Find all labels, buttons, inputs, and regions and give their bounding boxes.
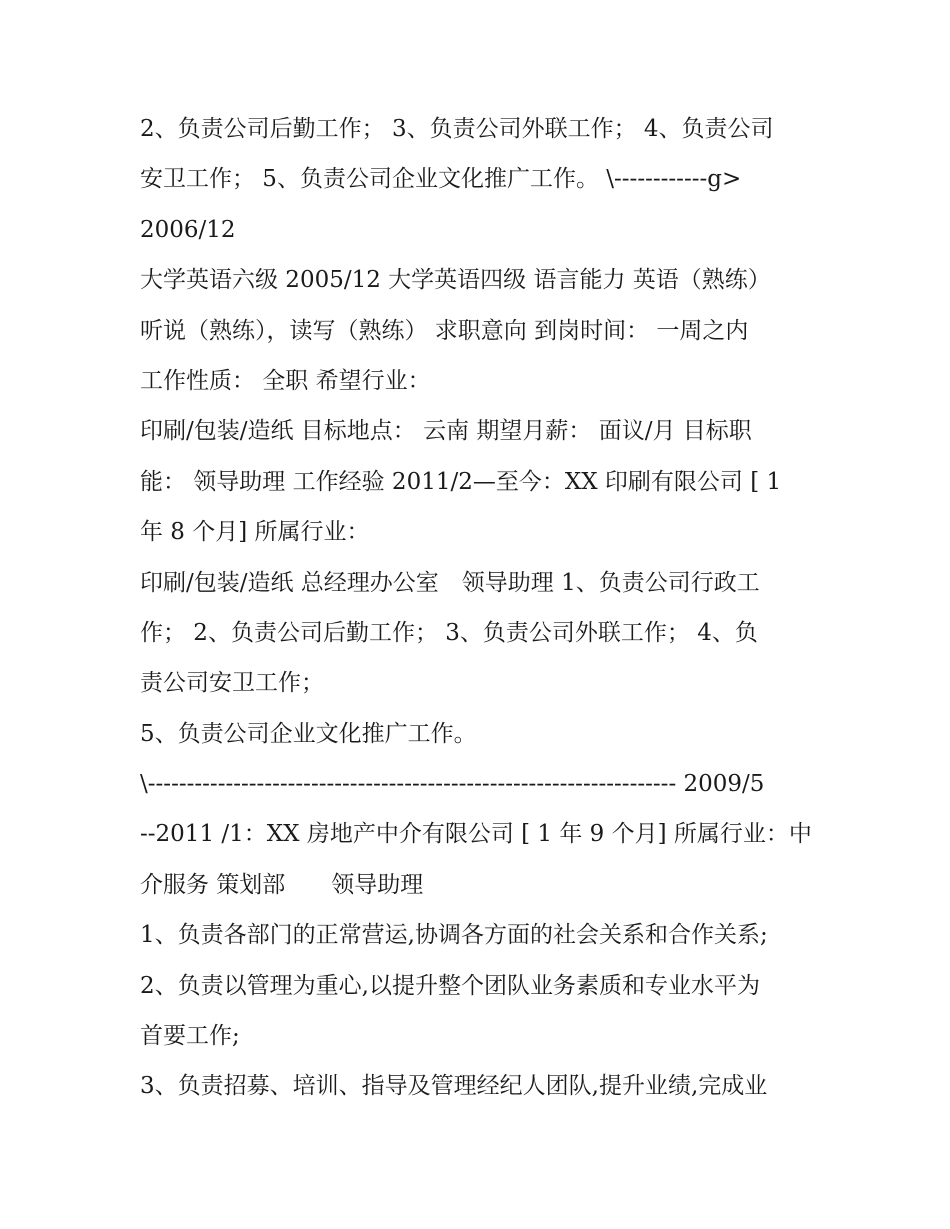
- text-line: 印刷/包装/造纸 目标地点： 云南 期望月薪： 面议/月 目标职: [140, 418, 752, 445]
- text-line: 大学英语六级 2005/12 大学英语四级 语言能力 英语（熟练）: [140, 267, 771, 294]
- text-line: 2、负责公司后勤工作； 3、负责公司外联工作； 4、负责公司: [140, 116, 774, 142]
- text-line: 能： 领导助理 工作经验 2011/2—至今：XX 印刷有限公司 [ 1: [140, 468, 782, 495]
- text-line: 1、负责各部门的正常营运,协调各方面的社会关系和合作关系;: [140, 922, 768, 949]
- text-line: 5、负责公司企业文化推广工作。: [140, 720, 477, 747]
- text-line: \-------------------------------------------------------------------- 2009/5: [140, 771, 765, 798]
- text-line: 2006/12: [140, 216, 236, 243]
- text-line: 作； 2、负责公司后勤工作； 3、负责公司外联工作； 4、负: [140, 619, 758, 646]
- text-line: 安卫工作； 5、负责公司企业文化推广工作。 \------------g>: [140, 166, 742, 193]
- text-line: --2011 /1：XX 房地产中介有限公司 [ 1 年 9 个月] 所属行业：中: [140, 821, 812, 848]
- text-line: 年 8 个月] 所属行业：: [140, 519, 370, 546]
- text-line: 2、负责以管理为重心,以提升整个团队业务素质和专业水平为: [140, 972, 760, 999]
- text-line: 介服务 策划部 领导助理: [140, 871, 424, 898]
- text-line: 责公司安卫工作；: [140, 670, 324, 697]
- text-line: 听说（熟练），读写（熟练） 求职意向 到岗时间： 一周之内: [140, 317, 749, 344]
- text-line: 3、负责招募、培训、指导及管理经纪人团队,提升业绩,完成业: [140, 1073, 768, 1100]
- text-line: 首要工作;: [140, 1023, 240, 1050]
- text-line: 印刷/包装/造纸 总经理办公室 领导助理 1、负责公司行政工: [140, 569, 760, 596]
- resume-text-block: [140, 104, 812, 1112]
- text-line: 工作性质： 全职 希望行业：: [140, 367, 431, 394]
